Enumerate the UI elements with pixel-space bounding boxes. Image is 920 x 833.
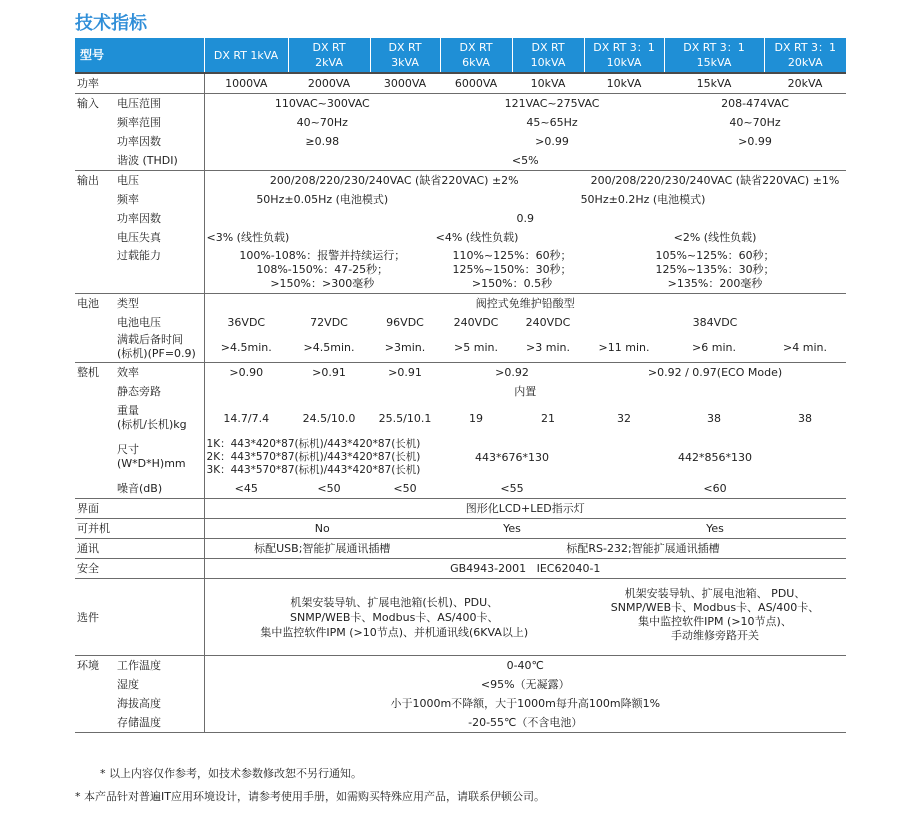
group-label-input: 输入 xyxy=(75,94,115,114)
cell: 19 xyxy=(469,411,484,425)
overload-line: >150%：0.5秒 xyxy=(471,277,553,290)
model-header xyxy=(664,38,764,73)
row-label: 噪音(dB) xyxy=(117,482,163,495)
cell: 40~70Hz xyxy=(204,113,440,132)
table-row xyxy=(75,132,846,151)
cell xyxy=(204,247,440,294)
cell: 36VDC xyxy=(204,313,288,332)
row-label xyxy=(115,401,204,435)
model-name-line: 15kVA xyxy=(696,56,732,69)
row-label-interface: 界面 xyxy=(75,499,204,519)
cell: <5% xyxy=(204,151,846,171)
table-row xyxy=(75,190,846,209)
cell: 10kVA xyxy=(512,73,584,94)
row-label xyxy=(115,332,204,363)
table-row xyxy=(75,113,846,132)
row-label-line: (标机/长机)kg xyxy=(117,418,187,431)
cell: GB4943-2001 IEC62040-1 xyxy=(204,559,846,579)
cell: <45 xyxy=(204,479,288,499)
cell: 240VDC xyxy=(525,316,571,329)
cell: >0.90 xyxy=(204,363,288,383)
row-label xyxy=(115,435,204,479)
cell: <60 xyxy=(703,482,727,495)
row-label: 存储温度 xyxy=(115,713,204,733)
size-line: 3K：443*570*87(标机)/443*420*87(长机) xyxy=(206,463,421,476)
spec-table xyxy=(75,38,846,733)
model-name-line: 2kVA xyxy=(315,56,343,69)
options-line: 集中监控软件IPM (>10节点)、并机通讯线(6KVA以上) xyxy=(260,625,529,639)
table-row xyxy=(75,313,846,332)
row-label-comm: 通讯 xyxy=(75,539,204,559)
table-row xyxy=(75,713,846,733)
cell: >0.92 xyxy=(440,363,584,383)
row-label-line: (标机)(PF=0.9) xyxy=(117,347,196,360)
model-name xyxy=(291,40,368,70)
cell: Yes xyxy=(584,519,846,539)
cell: 15kVA xyxy=(664,73,764,94)
cell: 50Hz±0.05Hz (电池模式) xyxy=(204,190,440,209)
table-row xyxy=(75,435,846,479)
options-line: 机架安装导轨、扩展电池箱、 PDU、 xyxy=(624,587,806,600)
row-label: 谐波 (THDI) xyxy=(117,154,178,167)
model-header-label: 型号 xyxy=(75,38,204,73)
row-label-line: 满载后备时间 xyxy=(117,333,183,346)
overload-line: 110%~125%：60秒； xyxy=(452,249,572,262)
row-label: 电压 xyxy=(115,171,204,191)
model-header xyxy=(584,38,664,73)
model-header xyxy=(764,38,846,73)
cell: 6000VA xyxy=(440,73,512,94)
row-label: 功率因数 xyxy=(117,212,161,225)
row-label: 频率 xyxy=(117,193,139,206)
cell xyxy=(204,579,584,656)
table-row xyxy=(75,332,846,363)
model-name-line: 20kVA xyxy=(787,56,823,69)
cell: 1000VA xyxy=(204,73,288,94)
cell: Yes xyxy=(440,519,584,539)
cell: 3000VA xyxy=(370,73,440,94)
cell: 0.9 xyxy=(204,209,846,228)
table-row xyxy=(75,363,846,383)
cell: 0-40℃ xyxy=(204,656,846,676)
row-label: 海拔高度 xyxy=(117,697,161,710)
cell: -20-55℃（不含电池） xyxy=(204,713,846,733)
row-label: 工作温度 xyxy=(115,656,204,676)
group-label-unit: 整机 xyxy=(75,363,115,383)
options-line: 机架安装导轨、扩展电池箱(长机)、PDU、 xyxy=(290,595,499,609)
table-row xyxy=(75,579,846,656)
table-row xyxy=(75,656,846,676)
model-name-line: DX RT xyxy=(312,41,346,54)
model-name-line: 6kVA xyxy=(462,56,490,69)
row-label: 类型 xyxy=(115,294,204,314)
group-label-environment: 环境 xyxy=(75,656,115,676)
cell: 72VDC xyxy=(310,316,348,329)
table-row xyxy=(75,209,846,228)
options-line: SNMP/WEB卡、Modbus卡、AS/400卡、 xyxy=(290,610,499,624)
model-header xyxy=(370,38,440,73)
table-row xyxy=(75,73,846,94)
cell xyxy=(584,247,846,294)
table-row xyxy=(75,171,846,191)
cell: 标配RS-232;智能扩展通讯插槽 xyxy=(440,539,846,559)
cell xyxy=(440,247,584,294)
cell: 21 xyxy=(541,411,556,425)
cell: >3min. xyxy=(384,340,426,354)
row-label-options: 选件 xyxy=(75,579,204,656)
size-line: 1K：443*420*87(标机)/443*420*87(长机) xyxy=(206,437,421,450)
cell: 2000VA xyxy=(288,73,370,94)
cell: 40~70Hz xyxy=(729,116,781,129)
cell: 45~65Hz xyxy=(526,116,578,129)
table-row xyxy=(75,228,846,247)
row-label: 静态旁路 xyxy=(117,385,161,398)
footnote-1: * 以上内容仅作参考，如技术参数修改恕不另行通知。 xyxy=(100,767,362,780)
cell: >0.91 xyxy=(370,363,440,383)
cell: >5 min. xyxy=(454,340,498,354)
table-row xyxy=(75,94,846,114)
cell: >6 min. xyxy=(692,340,736,354)
cell: 小于1000m不降额，大于1000m每升高100m降额1% xyxy=(204,694,846,713)
cell: 20kVA xyxy=(764,73,846,94)
cell: 内置 xyxy=(204,382,846,401)
table-row xyxy=(75,499,846,519)
overload-line: >135%：200毫秒 xyxy=(667,277,763,290)
cell: 32 xyxy=(617,411,632,425)
overload-line: >150%：>300毫秒 xyxy=(270,277,375,290)
model-header xyxy=(288,38,370,73)
row-label-line: 重量 xyxy=(117,404,139,417)
options-line: SNMP/WEB卡、Modbus卡、AS/400卡、 xyxy=(610,601,820,614)
overload-line: 108%-150%：47-25秒； xyxy=(256,263,389,276)
cell: 50Hz±0.2Hz (电池模式) xyxy=(580,193,706,206)
cell: <50 xyxy=(317,482,341,495)
cell: 标配USB;智能扩展通讯插槽 xyxy=(204,539,440,559)
cell: 14.7/7.4 xyxy=(204,401,288,435)
cell: 38 xyxy=(798,411,813,425)
cell: >0.91 xyxy=(288,363,370,383)
model-name-line: 3kVA xyxy=(391,56,419,69)
cell: 384VDC xyxy=(692,316,738,329)
cell: >0.92 / 0.97(ECO Mode) xyxy=(584,363,846,383)
cell: 阀控式免维护铅酸型 xyxy=(204,294,846,314)
row-label: 频率范围 xyxy=(117,116,161,129)
cell: 10kVA xyxy=(584,73,664,94)
table-row xyxy=(75,519,846,539)
table-row xyxy=(75,675,846,694)
cell: >11 min. xyxy=(598,340,650,354)
table-row xyxy=(75,694,846,713)
size-line: 2K：443*570*87(标机)/443*420*87(长机) xyxy=(206,450,421,463)
cell xyxy=(204,435,440,479)
cell: 442*856*130 xyxy=(678,450,753,464)
cell: 96VDC xyxy=(386,316,424,329)
cell: 38 xyxy=(707,411,722,425)
cell: <3% (线性负载) xyxy=(204,228,370,247)
model-name-line: DX RT xyxy=(388,41,422,54)
model-name-line: DX RT 3：1 xyxy=(774,41,837,54)
cell: <95%（无凝露） xyxy=(204,675,846,694)
cell: >4.5min. xyxy=(303,340,355,354)
cell: <2% (线性负载) xyxy=(673,231,757,244)
row-label: 功率因数 xyxy=(117,135,161,148)
row-label: 湿度 xyxy=(117,678,139,691)
cell: ≥0.98 xyxy=(204,132,440,151)
footnote-2: * 本产品针对普遍IT应用环境设计，请参考使用手册，如需购买特殊应用产品，请联系伊顿公司。 xyxy=(75,790,545,803)
cell: >0.99 xyxy=(535,135,569,148)
table-row xyxy=(75,247,846,294)
row-label-power: 功率 xyxy=(75,73,204,94)
row-label-line: 尺寸 xyxy=(117,443,139,456)
table-row xyxy=(75,151,846,171)
header-row xyxy=(75,38,846,73)
model-name-line: DX RT 3：1 xyxy=(683,41,745,54)
cell: 443*676*130 xyxy=(475,450,550,464)
cell: 200/208/220/230/240VAC (缺省220VAC) ±1% xyxy=(584,171,846,191)
model-name-line: DX RT xyxy=(459,41,493,54)
cell: 110VAC~300VAC xyxy=(204,94,440,114)
table-row xyxy=(75,559,846,579)
model-header xyxy=(512,38,584,73)
overload-line: 100%-108%：报警并持续运行； xyxy=(239,249,406,262)
model-name-line: DX RT 3：1 xyxy=(593,41,655,54)
row-label: 过载能力 xyxy=(117,249,161,262)
cell: >0.99 xyxy=(738,135,772,148)
row-label: 电池电压 xyxy=(117,316,161,329)
model-name-line: DX RT xyxy=(531,41,565,54)
options-line: 集中监控软件IPM (>10节点)、 xyxy=(638,615,792,628)
model-header: DX RT 1kVA xyxy=(204,38,288,73)
row-label: 效率 xyxy=(115,363,204,383)
page-title: 技术指标 xyxy=(75,13,147,34)
cell: <50 xyxy=(393,482,417,495)
cell: >4.5min. xyxy=(204,332,288,363)
cell: <55 xyxy=(500,482,524,495)
cell: 25.5/10.1 xyxy=(378,411,432,425)
cell: 图形化LCD+LED指示灯 xyxy=(204,499,846,519)
row-label-safety: 安全 xyxy=(75,559,204,579)
row-label-line: (W*D*H)mm xyxy=(117,457,186,470)
row-label: 电压失真 xyxy=(117,231,161,244)
cell: >4 min. xyxy=(783,340,827,354)
table-row xyxy=(75,401,846,435)
cell xyxy=(584,579,846,656)
table-row xyxy=(75,539,846,559)
cell: No xyxy=(204,519,440,539)
model-name-line: 10kVA xyxy=(530,56,566,69)
cell: >3 min. xyxy=(526,340,570,354)
group-label-output: 输出 xyxy=(75,171,115,191)
cell: 208-474VAC xyxy=(664,94,846,114)
overload-line: 125%~150%：30秒； xyxy=(452,263,572,276)
table-row xyxy=(75,382,846,401)
cell: 121VAC~275VAC xyxy=(440,94,664,114)
cell: 24.5/10.0 xyxy=(302,411,356,425)
cell: <4% (线性负载) xyxy=(435,231,519,244)
model-header xyxy=(440,38,512,73)
row-label: 电压范围 xyxy=(115,94,204,114)
table-row xyxy=(75,479,846,499)
cell: 240VDC xyxy=(453,316,499,329)
options-line: 手动维修旁路开关 xyxy=(671,629,760,642)
row-label-parallel: 可并机 xyxy=(75,519,204,539)
overload-line: 125%~135%：30秒； xyxy=(655,263,775,276)
overload-line: 105%~125%：60秒； xyxy=(655,249,775,262)
table-row xyxy=(75,294,846,314)
group-label-battery: 电池 xyxy=(75,294,115,314)
model-name-line: 10kVA xyxy=(606,56,642,69)
cell: 200/208/220/230/240VAC (缺省220VAC) ±2% xyxy=(204,171,584,191)
